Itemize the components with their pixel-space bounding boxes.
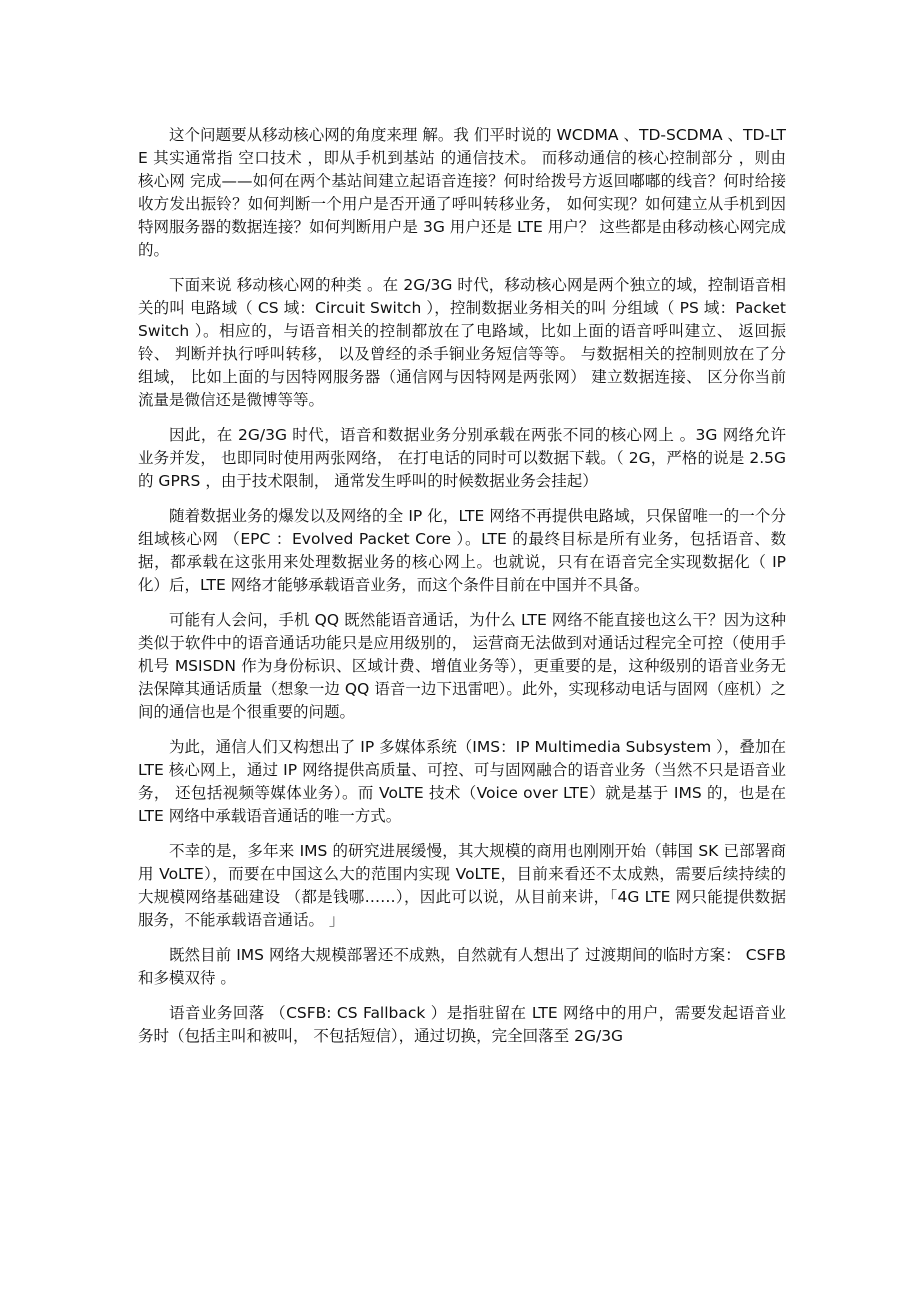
document-body <box>138 124 786 1060</box>
paragraph-ims-volte: 为此，通信人们又构想出了 IP 多媒体系统（IMS：IP Multimedia Subsystem ），叠加在 LTE 核心网上，通过 IP 网络提供高质量、可控、可与固网融合的语音业务（当然不只是语音业务， 还包括视频等媒体业务）。而 VoLTE 技术（Voice over LTE）就是基于 IMS 的，也是在 LTE 网络中承载语音通话的唯一方式。 <box>138 738 786 825</box>
paragraph-core-network-types: 下面来说 移动核心网的种类 。在 2G/3G 时代，移动核心网是两个独立的域，控制语音相关的叫 电路域（ CS 域：Circuit Switch ），控制数据业务相关的叫 分组域（ PS 域：Packet Switch ）。相应的，与语音相关的控制都放在了电路域，比如上面的语音呼叫建立、 返回振铃、 判断并执行呼叫转移， 以及曾经的杀手锏业务短信等等。 与数据相关的控制则放在了分组域， 比如上面的与因特网服务器（通信网与因特网是两张网） 建立数据连接、 区分你当前流量是微信还是微博等等。 <box>138 276 786 409</box>
paragraph-transition-solutions: 既然目前 IMS 网络大规模部署还不成熟，自然就有人想出了 过渡期间的临时方案： CSFB 和多模双待 。 <box>138 946 786 987</box>
paragraph-csfb-definition: 语音业务回落 （CSFB: CS Fallback ）是指驻留在 LTE 网络中的用户，需要发起语音业务时（包括主叫和被叫， 不包括短信），通过切换，完全回落至 2G/3G <box>138 1004 786 1045</box>
paragraph-lte-all-ip: 随着数据业务的爆发以及网络的全 IP 化，LTE 网络不再提供电路域，只保留唯一的一个分组域核心网 （EPC ：Evolved Packet Core ）。LTE 的最终目标是所有业务，包括语音、数据，都承载在这张用来处理数据业务的核心网上。也就说，只有在语音完全实现数据化（ IP 化）后，LTE 网络才能够承载语音业务，而这个条件目前在中国并不具备。 <box>138 507 786 594</box>
paragraph-ims-slow-progress: 不幸的是，多年来 IMS 的研究进展缓慢，其大规模的商用也刚刚开始（韩国 SK 已部署商用 VoLTE），而要在中国这么大的范围内实现 VoLTE，目前来看还不太成熟，需要后续持续的大规模网络基础建设 （都是钱哪……），因此可以说，从目前来讲，「4G LTE 网只能提供数据服务，不能承载语音通话。 」 <box>138 842 786 929</box>
paragraph-2g3g-separate-networks: 因此，在 2G/3G 时代，语音和数据业务分别承载在两张不同的核心网上 。3G 网络允许业务并发， 也即同时使用两张网络， 在打电话的同时可以数据下载。（ 2G，严格的说是 2.5G 的 GPRS ，由于技术限制， 通常发生呼叫的时候数据业务会挂起） <box>138 426 786 490</box>
paragraph-core-network-intro: 这个问题要从移动核心网的角度来理 解。我 们平时说的 WCDMA 、TD-SCDMA 、TD-LTE 其实通常指 空口技术 ，即从手机到基站 的通信技术。 而移动通信的核心控制部分 ，则由 核心网 完成——如何在两个基站间建立起语音连接？何时给拨号方返回嘟嘟的线音？何时给接收方发出振铃？如何判断一个用户是否开通了呼叫转移业务， 如何实现？如何建立从手机到因特网服务器的数据连接？如何判断用户是 3G 用户还是 LTE 用户？ 这些都是由移动核心网完成的。 <box>138 126 786 259</box>
paragraph-qq-voice-question: 可能有人会问，手机 QQ 既然能语音通话，为什么 LTE 网络不能直接也这么干？因为这种类似于软件中的语音通话功能只是应用级别的， 运营商无法做到对通话过程完全可控（使用手机号 MSISDN 作为身份标识、区域计费、增值业务等），更重要的是，这种级别的语音业务无法保障其通话质量（想象一边 QQ 语音一边下迅雷吧）。此外，实现移动电话与固网（座机）之间的通信也是个很重要的问题。 <box>138 611 786 721</box>
